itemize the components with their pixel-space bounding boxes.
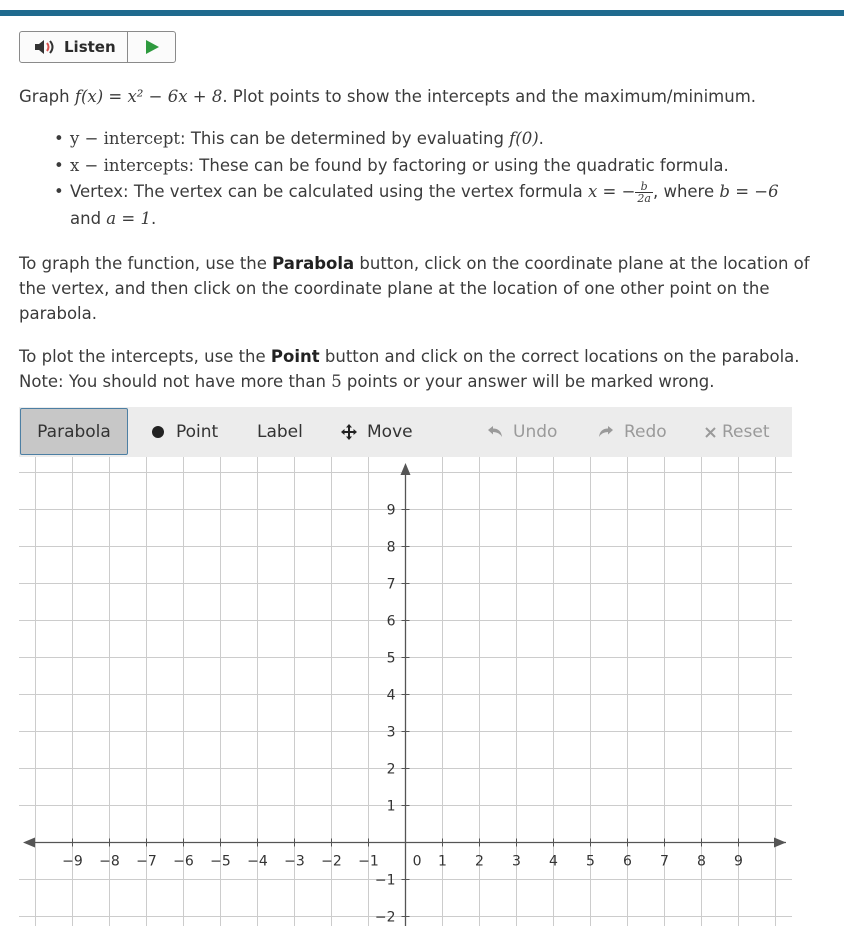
x-tick-label: 8	[697, 853, 706, 870]
undo-button[interactable]: Undo	[487, 407, 557, 457]
listen-button[interactable]	[20, 32, 128, 62]
close-icon	[705, 427, 716, 438]
x-tick-label: −5	[210, 853, 231, 870]
listen-control	[19, 31, 176, 63]
intro-text: Graph f(x) = x² − 6x + 8. Plot points to show the intercepts and the maximum/minimum.	[19, 87, 757, 106]
y-tick-label: 7	[386, 576, 396, 593]
hint-vertex: • Vertex: The vertex can be calculated using the vertex formula x = − $\frac{b}{2a}$ , where b = −6 and a = 1.	[52, 179, 822, 232]
y-tick-label: 9	[386, 502, 396, 519]
y-tick-label: −1	[374, 872, 396, 889]
x-tick-label: 5	[586, 853, 595, 870]
y-tick-label: 4	[386, 687, 396, 704]
x-tick-label: 1	[438, 853, 447, 870]
x-tick-label: 4	[549, 853, 558, 870]
reset-button[interactable]: Reset	[705, 407, 770, 457]
x-tick-label: −3	[284, 853, 305, 870]
plot-instructions: To plot the intercepts, use the Point button and click on the correct locations on the parabola. Note: You should not have more than 5 points or your answer will be marked wrong.	[19, 347, 800, 391]
speaker-icon	[34, 38, 58, 56]
graph-svg[interactable]	[19, 457, 792, 926]
x-tick-label: −1	[358, 853, 379, 870]
hint-x-intercepts: • x − intercepts: These can be found by factoring or using the quadratic formula.	[52, 153, 822, 180]
play-icon	[144, 39, 160, 55]
x-tick-label: −9	[62, 853, 83, 870]
y-tick-label: 2	[386, 761, 396, 778]
x-tick-label: −4	[247, 853, 268, 870]
y-tick-label: 3	[386, 724, 396, 741]
redo-icon	[598, 425, 614, 439]
x-axis-arrow-right	[774, 838, 786, 848]
graph-toolbar	[19, 407, 792, 457]
point-button[interactable]: Point	[152, 407, 218, 457]
label-button[interactable]: Label	[257, 422, 303, 442]
y-tick-label: 5	[386, 650, 396, 667]
x-axis-arrow-left	[23, 838, 35, 848]
x-tick-label: 7	[660, 853, 669, 870]
y-tick-label: 1	[386, 798, 396, 815]
listen-label: Listen	[64, 38, 116, 56]
move-icon	[340, 423, 358, 441]
y-tick-label: 8	[386, 539, 396, 556]
x-tick-label: 2	[475, 853, 484, 870]
x-tick-label: −7	[136, 853, 157, 870]
parabola-button[interactable]: Parabola	[20, 408, 128, 455]
x-tick-label: −8	[99, 853, 120, 870]
redo-button[interactable]: Redo	[598, 407, 667, 457]
x-tick-label: 3	[512, 853, 521, 870]
y-axis-arrow-up	[401, 463, 411, 475]
origin-label: 0	[412, 853, 422, 870]
y-tick-label: 6	[386, 613, 396, 630]
hints-list	[52, 126, 822, 232]
vertex-fraction: $\frac{b}{2a}$	[637, 180, 651, 205]
x-tick-label: −6	[173, 853, 194, 870]
graph-instructions: To graph the function, use the Parabola button, click on the coordinate plane at the location of the vertex, and then click on the coordinate plane at the location of one other point on the parabola.	[19, 254, 810, 323]
move-button[interactable]: Move	[340, 407, 413, 457]
y-tick-label: −2	[374, 909, 396, 926]
top-accent-bar	[0, 10, 844, 16]
x-tick-label: −2	[321, 853, 342, 870]
function-expression: f(x) = x² − 6x + 8	[74, 87, 223, 106]
play-button[interactable]	[128, 32, 175, 62]
undo-icon	[487, 425, 503, 439]
hint-y-intercept: • y − intercept: This can be determined by evaluating f(0).	[52, 126, 822, 153]
point-dot-icon	[152, 426, 164, 438]
x-tick-label: 9	[734, 853, 743, 870]
x-tick-label: 6	[623, 853, 632, 870]
coordinate-plane[interactable]	[19, 457, 792, 926]
